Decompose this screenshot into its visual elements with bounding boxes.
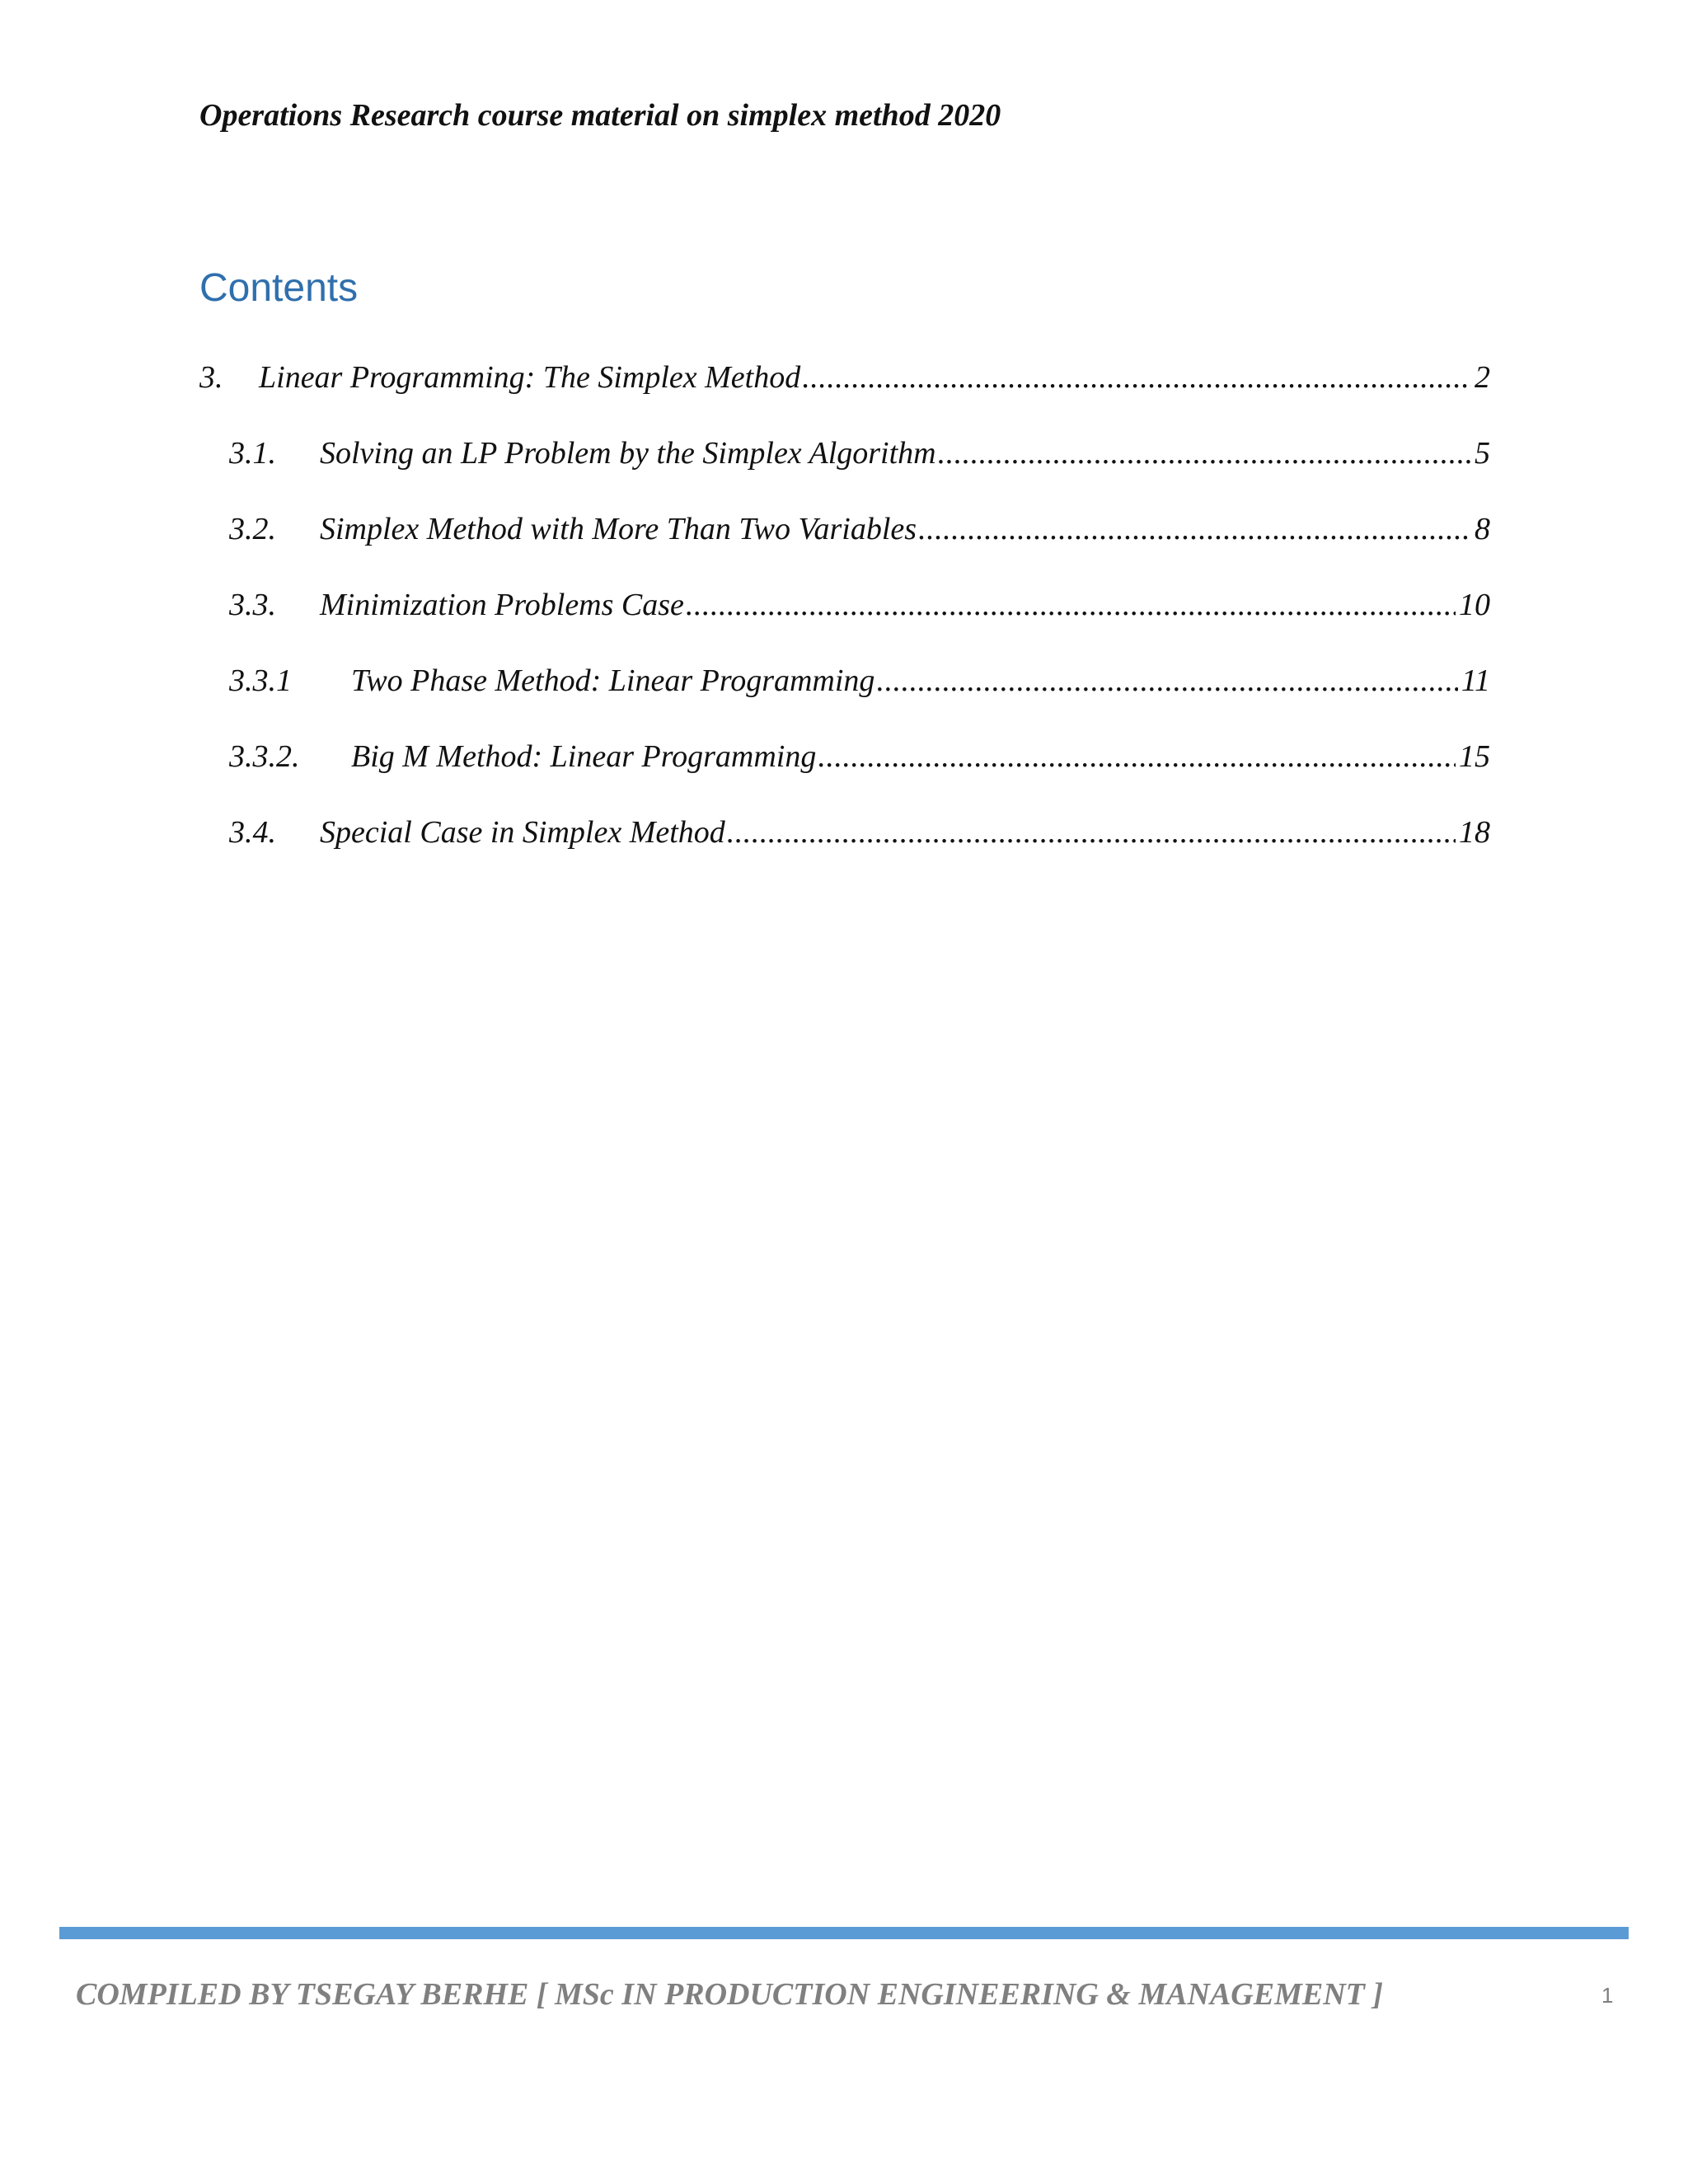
toc-entry[interactable]	[199, 511, 1490, 587]
toc-entry-title: Linear Programming: The Simplex Method	[259, 360, 801, 395]
toc-entry-title: Special Case in Simplex Method	[320, 815, 725, 850]
toc-dot-leader	[727, 814, 1456, 851]
toc-entry-page: 5	[1475, 436, 1490, 471]
toc-entry-number: 3.	[199, 360, 223, 395]
table-of-contents	[199, 359, 1490, 890]
toc-entry[interactable]	[199, 814, 1490, 890]
toc-entry-number: 3.1.	[229, 436, 276, 471]
toc-entry-title: Solving an LP Problem by the Simplex Algorithm	[320, 436, 936, 471]
toc-dot-leader	[876, 663, 1457, 699]
toc-entry-number: 3.3.2.	[229, 739, 300, 774]
page-number: 1	[1601, 1983, 1614, 2008]
footer-credit: COMPILED BY TSEGAY BERHE [ MSc IN PRODUCTION ENGINEERING & MANAGEMENT ]	[76, 1977, 1384, 2012]
toc-entry-page: 18	[1459, 815, 1490, 850]
toc-entry[interactable]	[199, 663, 1490, 738]
toc-entry[interactable]	[199, 435, 1490, 511]
toc-entry-title: Two Phase Method: Linear Programming	[351, 663, 875, 698]
toc-entry-page: 8	[1475, 512, 1490, 546]
toc-entry-number: 3.3.	[229, 588, 276, 622]
toc-dot-leader	[686, 587, 1456, 623]
toc-dot-leader	[918, 511, 1471, 547]
toc-entry-number: 3.4.	[229, 815, 276, 850]
toc-entry-page: 11	[1461, 663, 1490, 698]
toc-entry-page: 2	[1475, 360, 1490, 395]
footer-divider	[59, 1927, 1629, 1939]
toc-dot-leader	[802, 359, 1471, 396]
toc-entry-title: Minimization Problems Case	[320, 588, 684, 622]
toc-entry-page: 10	[1459, 588, 1490, 622]
toc-entry-page: 15	[1459, 739, 1490, 774]
toc-dot-leader	[938, 435, 1471, 471]
document-header-title: Operations Research course material on simplex method 2020	[199, 98, 1001, 133]
toc-entry-number: 3.3.1	[229, 663, 292, 698]
toc-entry[interactable]	[199, 587, 1490, 663]
toc-entry-title: Big M Method: Linear Programming	[351, 739, 817, 774]
toc-entry-number: 3.2.	[229, 512, 276, 546]
toc-entry-title: Simplex Method with More Than Two Variables	[320, 512, 917, 546]
toc-entry[interactable]	[199, 359, 1490, 435]
toc-dot-leader	[818, 738, 1456, 775]
toc-entry[interactable]	[199, 738, 1490, 814]
contents-heading: Contents	[199, 266, 359, 310]
